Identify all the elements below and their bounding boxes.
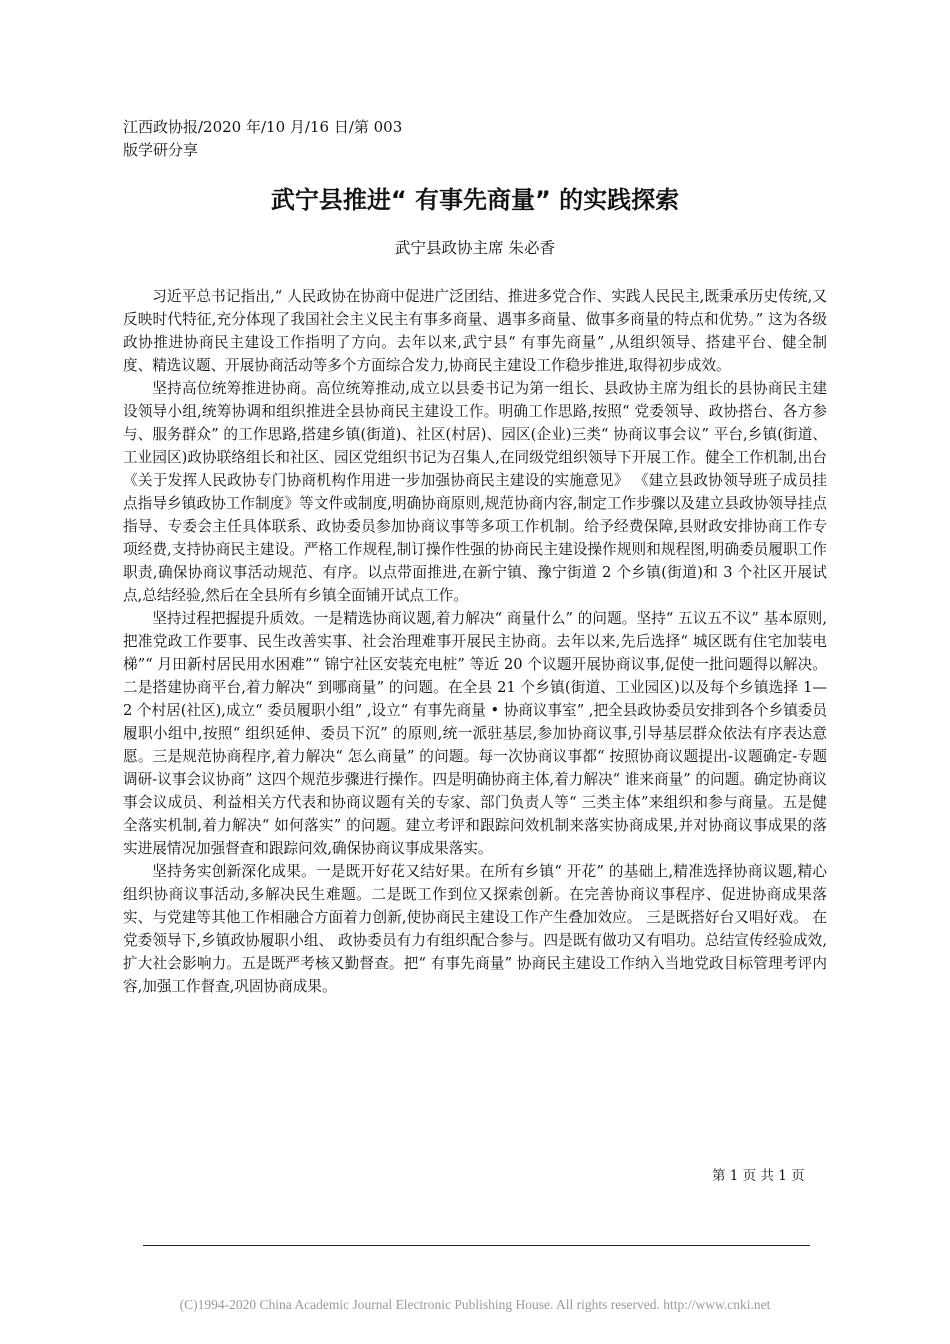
copyright-notice: (C)1994-2020 China Academic Journal Electronic Publishing House. All rights reserved. http://www.cnki.net [179,1297,771,1312]
paragraph-intro: 习近平总书记指出,“ 人民政协在协商中促进广泛团结、推进多党合作、实践人民民主,既秉承历史传统,又反映时代特征,充分体现了我国社会主义民主有事多商量、遇事多商量、做事多商量的特点和优势。” 这为各级政协推进协商民主建设工作指明了方向。去年以来,武宁县“ 有事先商量” ,从组织领导、搭建平台、健全制度、精选议题、开展协商活动等多个方面综合发力,协商民主建设工作稳步推进,取得初步成效。 [123,288,827,374]
paragraph-process: 坚持过程把握提升质效。一是精选协商议题,着力解决“ 商量什么” 的问题。坚持“ 五议五不议” 基本原则,把准党政工作要事、民生改善实事、社会治理难事开展民主协商。去年以来,先后选择“ 城区既有住宅加装电梯”“ 月田新村居民用水困难”“ 锦宁社区安装充电桩” 等近 20 个议题开展协商议事,促使一批问题得以解决。二是搭建协商平台,着力解决“ 到哪商量” 的问题。在全县 21 个乡镇(街道、工业园区)以及每个乡镇选择 1—2 个村居(社区),成立“ 委员履职小组” ,设立“ 有事先商量 • 协商议事室” ,把全县政协委员安排到各个乡镇委员履职小组中,按照“ 组织延伸、委员下沉” 的原则,统一派驻基层,参加协商议事,引导基层群众依法有序表达意愿。三是规范协商程序,着力解决“ 怎么商量” 的问题。每一次协商议事都“ 按照协商议题提出-议题确定-专题调研-议事会议协商” 这四个规范步骤进行操作。四是明确协商主体,着力解决“ 谁来商量” 的问题。确定协商议事会议成员、利益相关方代表和协商议题有关的专家、部门负责人等“ 三类主体”来组织和参与商量。五是健全落实机制,着力解决“ 如何落实” 的问题。建立考评和跟踪问效机制来落实协商成果,并对协商议事成果的落实进展情况加强督查和跟踪问效,确保协商议事成果落实。 [123,610,827,857]
paragraph-coordination: 坚持高位统筹推进协商。高位统筹推动,成立以县委书记为第一组长、县政协主席为组长的县协商民主建设领导小组,统筹协调和组织推进全县协商民主建设工作。明确工作思路,按照“ 党委领导、政协搭台、各方参与、服务群众” 的工作思路,搭建乡镇(街道)、社区(村居)、园区(企业)三类“ 协商议事会议” 平台,乡镇(街道、工业园区)政协联络组长和社区、园区党组织书记为召集人,在同级党组织领导下开展工作。健全工作机制,出台《关于发挥人民政协专门协商机构作用进一步加强协商民主建设的实施意见》 《建立县政协领导班子成员挂点指导乡镇政协工作制度》等文件或制度,明确协商原则,规范协商内容,制定工作步骤以及建立县政协领导挂点指导、专委会主任具体联系、政协委员参加协商议事等多项工作机制。给予经费保障,县财政安排协商工作专项经费,支持协商民主建设。严格工作规程,制订操作性强的协商民主建设操作规则和规程图,明确委员履职工作职责,确保协商议事活动规范、有序。以点带面推进,在新宁镇、豫宁街道 2 个乡镇(街道)和 3 个社区开展试点,总结经验,然后在全县所有乡镇全面铺开试点工作。 [123,380,827,604]
paragraph-results: 坚持务实创新深化成果。一是既开好花又结好果。在所有乡镇“ 开花” 的基础上,精准选择协商议题,精心组织协商议事活动,多解决民生难题。二是既工作到位又探索创新。在完善协商议事程序、促进协商成果落实、与党建等其他工作相融合方面着力创新,使协商民主建设工作产生叠加效应。 三是既搭好台又唱好戏。 在党委领导下,乡镇政协履职小组、 政协委员有力有组织配合参与。四是既有做功又有唱功。总结宣传经验成效,扩大社会影响力。五是既严考核又勤督查。把“ 有事先商量” 协商民主建设工作纳入当地党政目标管理考评内容,加强工作督查,巩固协商成果。 [123,863,827,995]
article-body [123,285,827,998]
footer-divider [143,1245,810,1246]
page-number: 第 1 页 共 1 页 [712,1168,805,1184]
article-byline: 武宁县政协主席 朱必香 [395,239,555,257]
publication-section: 版学研分享 [123,141,199,159]
publication-header: 江西政协报/2020 年/10 月/16 日/第 003 [123,118,403,136]
article-title: 武宁县推进“ 有事先商量” 的实践探索 [270,186,680,214]
